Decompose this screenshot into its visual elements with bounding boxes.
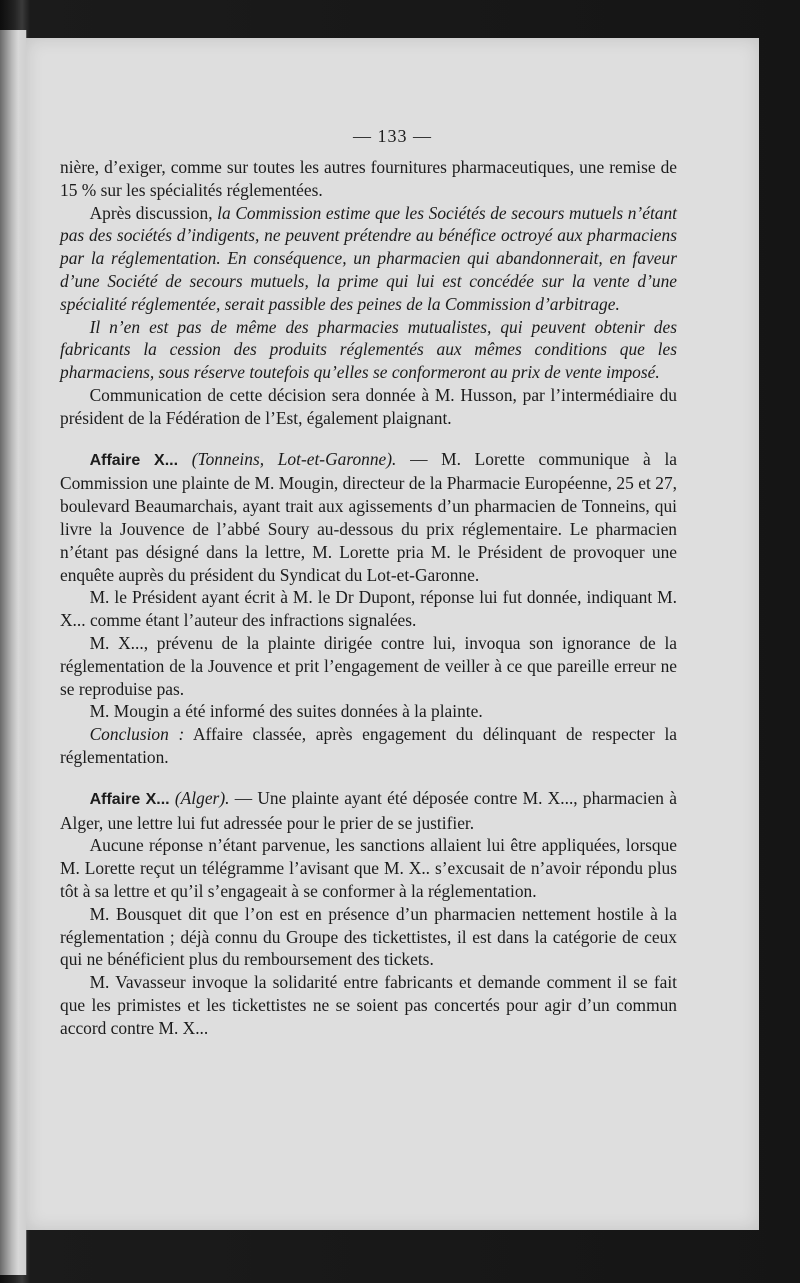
affaire-tonneins bbox=[60, 448, 677, 587]
affaire-tonneins-paragraph-4: M. Mougin a été informé des suites données à la plainte. bbox=[89, 701, 483, 722]
affaire-tonneins-conclusion bbox=[60, 723, 677, 769]
affaire-tonneins-intro: — M. Lorette communique à la Commission une plainte de M. Mougin, directeur de la Pharmacie Européenne, 25 et 27, boulevard Beaumarchais, ayant trait aux agissements d’un pharmacien de Tonneins, qui livre la Jouvence de l’abbé Soury au-dessous du prix réglementaire. Le pharmacien n’étant pas désigné dans la lettre, M. Lorette pria M. le Président de provoquer une enquête auprès du président du Syndicat du Lot-et-Garonne. bbox=[60, 448, 677, 585]
conclusion-text: Affaire classée, après engagement du délinquant de respecter la réglementation. bbox=[60, 724, 677, 767]
paragraph-continuation: nière, d’exiger, comme sur toutes les autres fournitures pharmaceutiques, une remise de 15 % sur les spécialités réglementées. bbox=[60, 157, 677, 200]
affaire-tonneins-heading: Affaire X... bbox=[89, 451, 179, 469]
conclusion-label: Conclusion : bbox=[89, 724, 185, 745]
page-body bbox=[60, 156, 677, 1039]
page-sheet bbox=[26, 38, 759, 1230]
affaire-alger-place: (Alger). bbox=[174, 787, 230, 808]
paragraph-discussion-decision: la Commission estime que les Sociétés de secours mutuels n’étant pas des sociétés d’indigents, ne peuvent prétendre au bénéfice octroyé aux pharmaciens par la réglementation. En conséquence, un pharmacien qui abandonnerait, en faveur d’une Société de secours mutuels, la prime qui lui est concédée sur la vente d’une spécialité réglementée, serait passible des peines de la Commission d’arbitrage. bbox=[60, 202, 677, 314]
book-spine bbox=[0, 30, 27, 1275]
paragraph-discussion bbox=[60, 202, 677, 316]
affaire-tonneins-paragraph-3: M. X..., prévenu de la plainte dirigée contre lui, invoqua son ignorance de la réglementation de la Jouvence et prit l’engagement de veiller à ce que pareille erreur ne se reproduise pas. bbox=[60, 632, 677, 699]
affaire-alger-paragraph-2: Aucune réponse n’étant parvenue, les sanctions allaient lui être appliquées, lorsque M. Lorette reçut un télégramme l’avisant que M. X.. s’excusait de n’avoir répondu plus tôt à sa lettre et qu’il s’engageait à se conformer à la réglementation. bbox=[60, 835, 677, 901]
affaire-alger-intro: — Une plainte ayant été déposée contre M. X..., pharmacien à Alger, une lettre lui fut adressée pour le prier de se justifier. bbox=[60, 787, 677, 833]
paragraph-discussion-lead: Après discussion, bbox=[89, 202, 218, 223]
affaire-tonneins-place: (Tonneins, Lot-et-Garonne). bbox=[191, 448, 397, 469]
paragraph-mutualist-pharmacies: Il n’en est pas de même des pharmacies mutualistes, qui peuvent obtenir des fabricants la cession des produits réglementés aux mêmes conditions que les pharmaciens, sous réserve toutefois qu’elles se conformeront au prix de vente imposé. bbox=[60, 316, 677, 383]
affaire-alger bbox=[60, 787, 677, 835]
affaire-alger-paragraph-3: M. Bousquet dit que l’on est en présence d’un pharmacien nettement hostile à la réglementation ; déjà connu du Groupe des tickettistes, il est dans la catégorie de ceux qui ne bénéficient plus du remboursement des tickets. bbox=[60, 903, 677, 970]
paragraph-communication: Communication de cette décision sera donnée à M. Husson, par l’intermédiaire du président de la Fédération de l’Est, également plaignant. bbox=[60, 384, 677, 428]
affaire-alger-paragraph-4: M. Vavasseur invoque la solidarité entre fabricants et demande comment il se fait que les primistes et les tickettistes ne se soient pas concertés pour agir d’un commun accord contre M. X... bbox=[60, 972, 677, 1038]
affaire-alger-heading: Affaire X... bbox=[89, 790, 170, 808]
affaire-tonneins-paragraph-2: M. le Président ayant écrit à M. le Dr Dupont, réponse lui fut donnée, indiquant M. X... comme étant l’auteur des infractions signalées. bbox=[60, 587, 677, 631]
page-number: — 133 — bbox=[353, 126, 432, 146]
